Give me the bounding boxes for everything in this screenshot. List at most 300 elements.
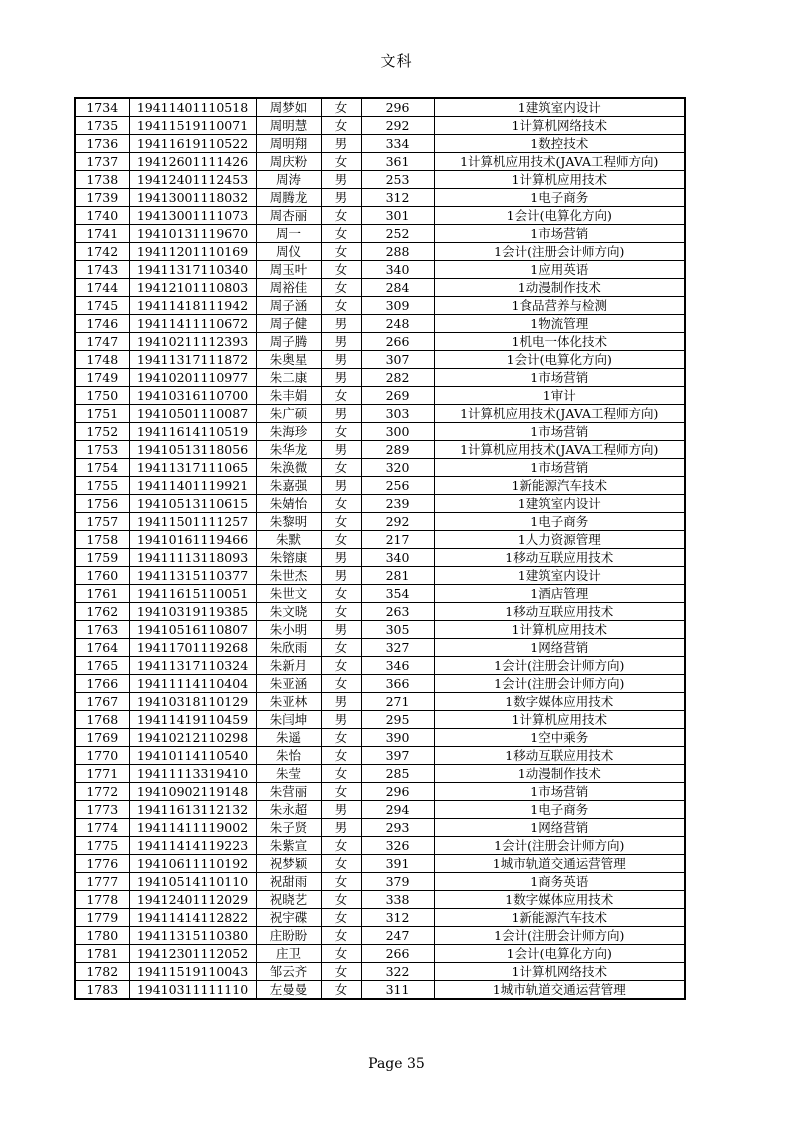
major-cell: 1市场营销	[434, 783, 685, 801]
exam-id-cell: 19410311111110	[129, 981, 256, 1000]
table-row	[75, 333, 685, 351]
name-cell: 祝宇碟	[256, 909, 321, 927]
table-row	[75, 477, 685, 495]
major-cell: 1市场营销	[434, 459, 685, 477]
gender-cell: 女	[321, 783, 361, 801]
gender-cell: 女	[321, 297, 361, 315]
row-number-cell: 1766	[75, 675, 129, 693]
row-number-cell: 1748	[75, 351, 129, 369]
gender-cell: 男	[321, 711, 361, 729]
gender-cell: 女	[321, 243, 361, 261]
table-row	[75, 711, 685, 729]
score-cell: 300	[361, 423, 434, 441]
name-cell: 朱亚涵	[256, 675, 321, 693]
table-row	[75, 855, 685, 873]
gender-cell: 女	[321, 459, 361, 477]
row-number-cell: 1762	[75, 603, 129, 621]
name-cell: 庄卫	[256, 945, 321, 963]
score-cell: 252	[361, 225, 434, 243]
exam-id-cell: 19411401110518	[129, 98, 256, 117]
name-cell: 朱涣微	[256, 459, 321, 477]
major-cell: 1城市轨道交通运营管理	[434, 981, 685, 1000]
row-number-cell: 1775	[75, 837, 129, 855]
table-row	[75, 495, 685, 513]
gender-cell: 男	[321, 621, 361, 639]
exam-id-cell: 19411419110459	[129, 711, 256, 729]
name-cell: 周子健	[256, 315, 321, 333]
score-cell: 296	[361, 783, 434, 801]
table-row	[75, 98, 685, 117]
name-cell: 朱文晓	[256, 603, 321, 621]
major-cell: 1商务英语	[434, 873, 685, 891]
name-cell: 朱婧怡	[256, 495, 321, 513]
name-cell: 周明慧	[256, 117, 321, 135]
table-row	[75, 423, 685, 441]
row-number-cell: 1755	[75, 477, 129, 495]
major-cell: 1会计(电算化方向)	[434, 351, 685, 369]
gender-cell: 男	[321, 189, 361, 207]
major-cell: 1移动互联应用技术	[434, 603, 685, 621]
score-cell: 322	[361, 963, 434, 981]
exam-id-cell: 19411114110404	[129, 675, 256, 693]
name-cell: 朱小明	[256, 621, 321, 639]
gender-cell: 女	[321, 585, 361, 603]
score-cell: 346	[361, 657, 434, 675]
gender-cell: 女	[321, 909, 361, 927]
gender-cell: 男	[321, 801, 361, 819]
name-cell: 朱奥星	[256, 351, 321, 369]
major-cell: 1计算机应用技术	[434, 171, 685, 189]
score-cell: 239	[361, 495, 434, 513]
row-number-cell: 1769	[75, 729, 129, 747]
gender-cell: 女	[321, 207, 361, 225]
major-cell: 1数字媒体应用技术	[434, 891, 685, 909]
exam-id-cell: 19410513110615	[129, 495, 256, 513]
gender-cell: 女	[321, 675, 361, 693]
exam-id-cell: 19410318110129	[129, 693, 256, 711]
row-number-cell: 1752	[75, 423, 129, 441]
score-cell: 391	[361, 855, 434, 873]
table-row	[75, 585, 685, 603]
gender-cell: 女	[321, 153, 361, 171]
row-number-cell: 1757	[75, 513, 129, 531]
score-cell: 312	[361, 909, 434, 927]
major-cell: 1移动互联应用技术	[434, 747, 685, 765]
gender-cell: 男	[321, 549, 361, 567]
major-cell: 1电子商务	[434, 189, 685, 207]
table-row	[75, 783, 685, 801]
exam-id-cell: 19410201110977	[129, 369, 256, 387]
row-number-cell: 1744	[75, 279, 129, 297]
major-cell: 1人力资源管理	[434, 531, 685, 549]
score-cell: 312	[361, 189, 434, 207]
row-number-cell: 1741	[75, 225, 129, 243]
table-row	[75, 621, 685, 639]
exam-id-cell: 19411317110340	[129, 261, 256, 279]
exam-id-cell: 19410212110298	[129, 729, 256, 747]
exam-id-cell: 19411414112822	[129, 909, 256, 927]
score-cell: 309	[361, 297, 434, 315]
major-cell: 1应用英语	[434, 261, 685, 279]
page-title: 文科	[380, 52, 413, 70]
gender-cell: 女	[321, 279, 361, 297]
major-cell: 1城市轨道交通运营管理	[434, 855, 685, 873]
score-cell: 311	[361, 981, 434, 1000]
gender-cell: 女	[321, 927, 361, 945]
row-number-cell: 1780	[75, 927, 129, 945]
table-row	[75, 963, 685, 981]
score-cell: 248	[361, 315, 434, 333]
table-row	[75, 225, 685, 243]
gender-cell: 女	[321, 765, 361, 783]
score-cell: 338	[361, 891, 434, 909]
table-row	[75, 171, 685, 189]
name-cell: 朱世杰	[256, 567, 321, 585]
row-number-cell: 1751	[75, 405, 129, 423]
gender-cell: 男	[321, 819, 361, 837]
score-cell: 361	[361, 153, 434, 171]
name-cell: 朱营丽	[256, 783, 321, 801]
name-cell: 朱海珍	[256, 423, 321, 441]
score-cell: 269	[361, 387, 434, 405]
major-cell: 1市场营销	[434, 225, 685, 243]
table-row	[75, 873, 685, 891]
major-cell: 1酒店管理	[434, 585, 685, 603]
score-cell: 320	[361, 459, 434, 477]
table-row	[75, 405, 685, 423]
row-number-cell: 1758	[75, 531, 129, 549]
exam-id-cell: 19410611110192	[129, 855, 256, 873]
major-cell: 1电子商务	[434, 513, 685, 531]
gender-cell: 女	[321, 423, 361, 441]
name-cell: 朱华龙	[256, 441, 321, 459]
major-cell: 1会计(电算化方向)	[434, 945, 685, 963]
row-number-cell: 1776	[75, 855, 129, 873]
exam-id-cell: 19410319119385	[129, 603, 256, 621]
name-cell: 周梦如	[256, 98, 321, 117]
exam-id-cell: 19411113319410	[129, 765, 256, 783]
score-cell: 334	[361, 135, 434, 153]
table-row	[75, 747, 685, 765]
table-row	[75, 675, 685, 693]
gender-cell: 女	[321, 98, 361, 117]
table-row	[75, 189, 685, 207]
gender-cell: 女	[321, 261, 361, 279]
score-cell: 263	[361, 603, 434, 621]
gender-cell: 女	[321, 873, 361, 891]
exam-id-cell: 19410516110807	[129, 621, 256, 639]
row-number-cell: 1747	[75, 333, 129, 351]
major-cell: 1计算机网络技术	[434, 117, 685, 135]
row-number-cell: 1735	[75, 117, 129, 135]
gender-cell: 女	[321, 639, 361, 657]
gender-cell: 女	[321, 981, 361, 1000]
name-cell: 祝梦颖	[256, 855, 321, 873]
table-row	[75, 693, 685, 711]
score-cell: 292	[361, 513, 434, 531]
major-cell: 1市场营销	[434, 423, 685, 441]
name-cell: 朱默	[256, 531, 321, 549]
gender-cell: 女	[321, 531, 361, 549]
exam-id-cell: 19411401119921	[129, 477, 256, 495]
row-number-cell: 1745	[75, 297, 129, 315]
exam-id-cell: 19412601111426	[129, 153, 256, 171]
score-cell: 294	[361, 801, 434, 819]
major-cell: 1计算机应用技术(JAVA工程师方向)	[434, 405, 685, 423]
row-number-cell: 1742	[75, 243, 129, 261]
major-cell: 1会计(注册会计师方向)	[434, 675, 685, 693]
row-number-cell: 1736	[75, 135, 129, 153]
name-cell: 周涛	[256, 171, 321, 189]
major-cell: 1新能源汽车技术	[434, 909, 685, 927]
name-cell: 周子涵	[256, 297, 321, 315]
score-cell: 293	[361, 819, 434, 837]
exam-id-cell: 19411519110071	[129, 117, 256, 135]
row-number-cell: 1754	[75, 459, 129, 477]
gender-cell: 女	[321, 747, 361, 765]
gender-cell: 女	[321, 837, 361, 855]
major-cell: 1计算机应用技术	[434, 711, 685, 729]
row-number-cell: 1767	[75, 693, 129, 711]
score-cell: 281	[361, 567, 434, 585]
table-row	[75, 909, 685, 927]
name-cell: 朱世文	[256, 585, 321, 603]
row-number-cell: 1761	[75, 585, 129, 603]
row-number-cell: 1782	[75, 963, 129, 981]
table-row	[75, 279, 685, 297]
exam-id-cell: 19412101110803	[129, 279, 256, 297]
name-cell: 朱遥	[256, 729, 321, 747]
row-number-cell: 1781	[75, 945, 129, 963]
major-cell: 1新能源汽车技术	[434, 477, 685, 495]
major-cell: 1会计(注册会计师方向)	[434, 243, 685, 261]
gender-cell: 女	[321, 963, 361, 981]
table-row	[75, 135, 685, 153]
row-number-cell: 1739	[75, 189, 129, 207]
major-cell: 1计算机应用技术(JAVA工程师方向)	[434, 153, 685, 171]
exam-id-cell: 19410501110087	[129, 405, 256, 423]
score-cell: 307	[361, 351, 434, 369]
score-cell: 282	[361, 369, 434, 387]
row-number-cell: 1740	[75, 207, 129, 225]
exam-id-cell: 19410513118056	[129, 441, 256, 459]
exam-id-cell: 19412301112052	[129, 945, 256, 963]
table-row	[75, 927, 685, 945]
major-cell: 1会计(注册会计师方向)	[434, 927, 685, 945]
row-number-cell: 1737	[75, 153, 129, 171]
exam-id-cell: 19411418111942	[129, 297, 256, 315]
name-cell: 朱欣雨	[256, 639, 321, 657]
name-cell: 朱镕康	[256, 549, 321, 567]
major-cell: 1审计	[434, 387, 685, 405]
exam-id-cell: 19410114110540	[129, 747, 256, 765]
exam-id-cell: 19410161119466	[129, 531, 256, 549]
gender-cell: 男	[321, 135, 361, 153]
name-cell: 朱嘉强	[256, 477, 321, 495]
row-number-cell: 1753	[75, 441, 129, 459]
table-row	[75, 837, 685, 855]
gender-cell: 男	[321, 477, 361, 495]
major-cell: 1计算机网络技术	[434, 963, 685, 981]
table-row	[75, 297, 685, 315]
gender-cell: 女	[321, 657, 361, 675]
major-cell: 1计算机应用技术(JAVA工程师方向)	[434, 441, 685, 459]
major-cell: 1计算机应用技术	[434, 621, 685, 639]
score-cell: 379	[361, 873, 434, 891]
major-cell: 1物流管理	[434, 315, 685, 333]
row-number-cell: 1750	[75, 387, 129, 405]
major-cell: 1空中乘务	[434, 729, 685, 747]
exam-id-cell: 19411615110051	[129, 585, 256, 603]
exam-id-cell: 19411501111257	[129, 513, 256, 531]
score-cell: 340	[361, 549, 434, 567]
major-cell: 1数字媒体应用技术	[434, 693, 685, 711]
gender-cell: 女	[321, 945, 361, 963]
name-cell: 周腾龙	[256, 189, 321, 207]
row-number-cell: 1764	[75, 639, 129, 657]
name-cell: 朱怡	[256, 747, 321, 765]
row-number-cell: 1738	[75, 171, 129, 189]
row-number-cell: 1756	[75, 495, 129, 513]
name-cell: 朱闫坤	[256, 711, 321, 729]
name-cell: 周庆粉	[256, 153, 321, 171]
score-cell: 296	[361, 98, 434, 117]
score-cell: 340	[361, 261, 434, 279]
row-number-cell: 1763	[75, 621, 129, 639]
score-cell: 354	[361, 585, 434, 603]
table-row	[75, 261, 685, 279]
score-cell: 327	[361, 639, 434, 657]
row-number-cell: 1771	[75, 765, 129, 783]
gender-cell: 男	[321, 315, 361, 333]
name-cell: 祝甜雨	[256, 873, 321, 891]
major-cell: 1建筑室内设计	[434, 567, 685, 585]
table-row	[75, 513, 685, 531]
gender-cell: 女	[321, 855, 361, 873]
row-number-cell: 1760	[75, 567, 129, 585]
table-row	[75, 243, 685, 261]
row-number-cell: 1759	[75, 549, 129, 567]
name-cell: 朱永超	[256, 801, 321, 819]
name-cell: 庄盼盼	[256, 927, 321, 945]
row-number-cell: 1743	[75, 261, 129, 279]
major-cell: 1移动互联应用技术	[434, 549, 685, 567]
name-cell: 朱子贤	[256, 819, 321, 837]
exam-id-cell: 19411201110169	[129, 243, 256, 261]
score-cell: 366	[361, 675, 434, 693]
score-cell: 397	[361, 747, 434, 765]
name-cell: 周一	[256, 225, 321, 243]
name-cell: 朱黎明	[256, 513, 321, 531]
major-cell: 1会计(电算化方向)	[434, 207, 685, 225]
major-cell: 1动漫制作技术	[434, 279, 685, 297]
exam-id-cell: 19411701119268	[129, 639, 256, 657]
row-number-cell: 1777	[75, 873, 129, 891]
name-cell: 祝晓艺	[256, 891, 321, 909]
name-cell: 周明翔	[256, 135, 321, 153]
table-row	[75, 153, 685, 171]
major-cell: 1建筑室内设计	[434, 98, 685, 117]
gender-cell: 男	[321, 369, 361, 387]
score-cell: 271	[361, 693, 434, 711]
major-cell: 1食品营养与检测	[434, 297, 685, 315]
exam-id-cell: 19411315110377	[129, 567, 256, 585]
major-cell: 1电子商务	[434, 801, 685, 819]
table-row	[75, 801, 685, 819]
row-number-cell: 1746	[75, 315, 129, 333]
major-cell: 1网络营销	[434, 819, 685, 837]
table-row	[75, 639, 685, 657]
score-cell: 256	[361, 477, 434, 495]
name-cell: 周裕佳	[256, 279, 321, 297]
table-row	[75, 819, 685, 837]
score-cell: 289	[361, 441, 434, 459]
exam-id-cell: 19411315110380	[129, 927, 256, 945]
table-row	[75, 765, 685, 783]
table-row	[75, 657, 685, 675]
table-row	[75, 207, 685, 225]
name-cell: 周子腾	[256, 333, 321, 351]
exam-id-cell: 19412401112029	[129, 891, 256, 909]
score-cell: 301	[361, 207, 434, 225]
exam-id-cell: 19410131119670	[129, 225, 256, 243]
score-cell: 303	[361, 405, 434, 423]
name-cell: 邹云齐	[256, 963, 321, 981]
name-cell: 周仪	[256, 243, 321, 261]
gender-cell: 男	[321, 693, 361, 711]
major-cell: 1会计(注册会计师方向)	[434, 837, 685, 855]
exam-id-cell: 19411614110519	[129, 423, 256, 441]
exam-id-cell: 19411113118093	[129, 549, 256, 567]
row-number-cell: 1770	[75, 747, 129, 765]
exam-id-cell: 19413001111073	[129, 207, 256, 225]
table-row	[75, 549, 685, 567]
table-row	[75, 315, 685, 333]
gender-cell: 女	[321, 513, 361, 531]
name-cell: 朱丰娟	[256, 387, 321, 405]
table-row	[75, 531, 685, 549]
row-number-cell: 1778	[75, 891, 129, 909]
name-cell: 朱新月	[256, 657, 321, 675]
table-row	[75, 945, 685, 963]
major-cell: 1网络营销	[434, 639, 685, 657]
major-cell: 1市场营销	[434, 369, 685, 387]
name-cell: 朱紫宣	[256, 837, 321, 855]
score-cell: 292	[361, 117, 434, 135]
gender-cell: 女	[321, 387, 361, 405]
row-number-cell: 1774	[75, 819, 129, 837]
exam-id-cell: 19412401112453	[129, 171, 256, 189]
gender-cell: 男	[321, 405, 361, 423]
exam-id-cell: 19411411119002	[129, 819, 256, 837]
score-cell: 285	[361, 765, 434, 783]
admission-table	[74, 97, 686, 1000]
gender-cell: 女	[321, 603, 361, 621]
major-cell: 1动漫制作技术	[434, 765, 685, 783]
table-row	[75, 369, 685, 387]
gender-cell: 男	[321, 333, 361, 351]
score-cell: 326	[361, 837, 434, 855]
exam-id-cell: 19410902119148	[129, 783, 256, 801]
table-row	[75, 729, 685, 747]
score-cell: 266	[361, 333, 434, 351]
major-cell: 1机电一体化技术	[434, 333, 685, 351]
row-number-cell: 1749	[75, 369, 129, 387]
gender-cell: 女	[321, 891, 361, 909]
table-row	[75, 603, 685, 621]
name-cell: 朱广硕	[256, 405, 321, 423]
exam-id-cell: 19411317111872	[129, 351, 256, 369]
